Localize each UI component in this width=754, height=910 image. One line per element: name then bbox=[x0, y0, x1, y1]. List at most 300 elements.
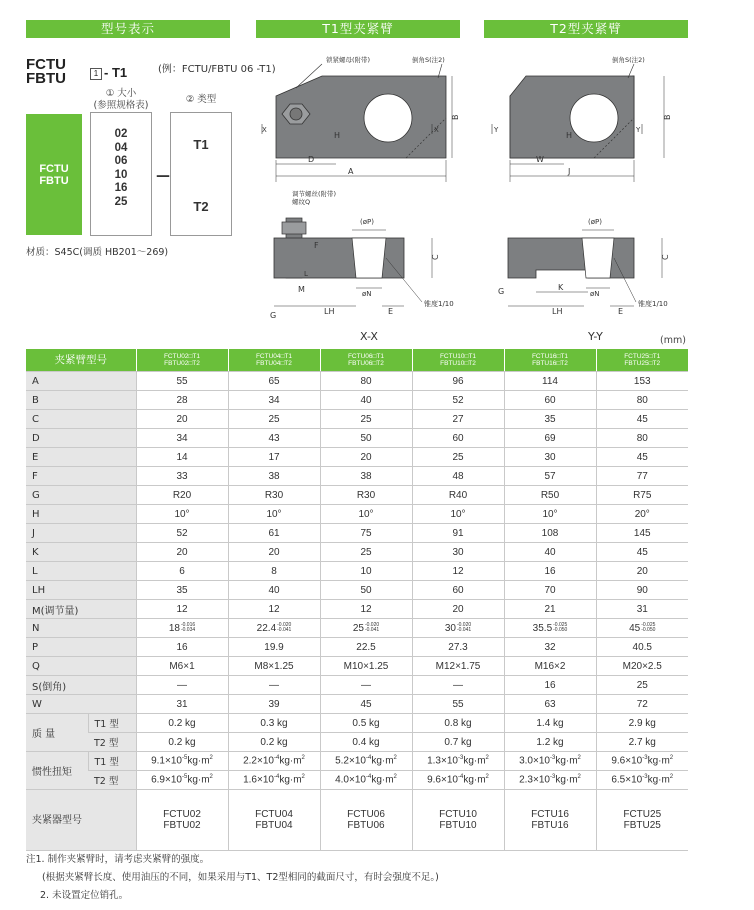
unit: kg·m bbox=[463, 774, 486, 786]
table-cell: 12 bbox=[228, 600, 320, 619]
row-label: M(调节量) bbox=[26, 600, 136, 619]
material-note: 材质：S45C(调质 HB201～269) bbox=[26, 247, 169, 258]
clamp-model-fbtu: FBTU02 bbox=[163, 820, 201, 831]
table-cell: 20 bbox=[136, 410, 228, 429]
exponent: -4 bbox=[365, 774, 372, 781]
n-value: 30 bbox=[444, 622, 456, 634]
row-label: LH bbox=[26, 581, 136, 600]
row-label: W bbox=[26, 695, 136, 714]
clamp-model-fbtu: FBTU04 bbox=[255, 820, 293, 831]
table-cell: R40 bbox=[412, 486, 504, 505]
row-label: F bbox=[26, 467, 136, 486]
header-t2-arm: T2型夹紧臂 bbox=[484, 20, 688, 38]
table-cell bbox=[320, 752, 412, 771]
row-label: C bbox=[26, 410, 136, 429]
table-cell: M6×1 bbox=[136, 657, 228, 676]
tolerance-upper: -0.020 bbox=[364, 621, 380, 628]
row-label: B bbox=[26, 391, 136, 410]
mass-label: 质 量 bbox=[26, 714, 88, 752]
size-option: 04 bbox=[114, 141, 128, 154]
table-cell: 31 bbox=[136, 695, 228, 714]
mantissa: 2.3×10 bbox=[519, 774, 550, 786]
table-cell: 90 bbox=[596, 581, 688, 600]
table-cell: 77 bbox=[596, 467, 688, 486]
mantissa: 4.0×10 bbox=[335, 774, 366, 786]
table-cell bbox=[504, 619, 596, 638]
dim-j-label: J bbox=[568, 167, 571, 176]
table-cell: 45 bbox=[596, 410, 688, 429]
table-cell: 10° bbox=[320, 505, 412, 524]
table-cell: 60 bbox=[412, 429, 504, 448]
table-cell: 30 bbox=[504, 448, 596, 467]
tolerance-lower: -0.034 bbox=[180, 626, 196, 633]
size-box-number: 1 bbox=[90, 68, 102, 80]
n-value: 22.4 bbox=[256, 622, 277, 634]
mass-row-t2 bbox=[26, 733, 688, 752]
column-header bbox=[320, 349, 412, 372]
unit: kg·m bbox=[463, 755, 486, 767]
table-cell: 25 bbox=[320, 543, 412, 562]
exponent: -4 bbox=[365, 755, 372, 762]
table-cell: 52 bbox=[136, 524, 228, 543]
t1-top-view-diagram bbox=[256, 48, 466, 188]
mass-row-t1 bbox=[26, 714, 688, 733]
table-cell: 45 bbox=[596, 448, 688, 467]
table-cell bbox=[596, 771, 688, 790]
table-cell: 108 bbox=[504, 524, 596, 543]
exponent: -4 bbox=[457, 774, 464, 781]
column-header bbox=[412, 349, 504, 372]
table-cell: R75 bbox=[596, 486, 688, 505]
table-cell bbox=[412, 752, 504, 771]
table-row bbox=[26, 467, 688, 486]
mantissa: 1.6×10 bbox=[243, 774, 274, 786]
table-row bbox=[26, 505, 688, 524]
table-cell: 2.7 kg bbox=[596, 733, 688, 752]
inertia-row-t1 bbox=[26, 752, 688, 771]
clamp-model-fctu: FCTU16 bbox=[531, 809, 569, 820]
mantissa: 1.3×10 bbox=[427, 755, 458, 767]
n-value: 18 bbox=[168, 622, 180, 634]
size-list-box bbox=[90, 112, 152, 236]
inertia-sub-label: T1 型 bbox=[88, 752, 136, 771]
table-cell bbox=[504, 752, 596, 771]
table-cell: 52 bbox=[412, 391, 504, 410]
note-1-detail: (根据夹紧臂长度、使用油压的不同，如果采用与T1、T2型相同的截面尺寸，有时会强度不足。) bbox=[42, 872, 439, 883]
clamp-model-fctu: FCTU02 bbox=[163, 809, 201, 820]
table-cell: 50 bbox=[320, 429, 412, 448]
units-label: (mm) bbox=[660, 335, 686, 346]
dim-c-label: C bbox=[431, 254, 440, 260]
table-cell: 145 bbox=[596, 524, 688, 543]
table-cell: 16 bbox=[136, 638, 228, 657]
size-label-line1: ① 大小 bbox=[105, 88, 137, 99]
clamp-model-fctu: FCTU10 bbox=[439, 809, 477, 820]
table-cell: 20 bbox=[596, 562, 688, 581]
exponent: -4 bbox=[273, 755, 280, 762]
table-cell: 40 bbox=[228, 581, 320, 600]
unit-power: 2 bbox=[485, 755, 489, 762]
t2-dim-h-label: H bbox=[566, 131, 573, 140]
clamp-model-cell bbox=[412, 790, 504, 851]
table-row bbox=[26, 486, 688, 505]
column-header bbox=[136, 349, 228, 372]
table-cell: 45 bbox=[320, 695, 412, 714]
table-cell: — bbox=[228, 676, 320, 695]
dim-p-label: (øP) bbox=[360, 218, 374, 226]
x-right-label: X bbox=[434, 126, 439, 134]
tolerance-upper: -0.025 bbox=[641, 621, 656, 628]
mass-sub-label: T2 型 bbox=[88, 733, 136, 752]
mantissa: 9.6×10 bbox=[611, 755, 643, 767]
n-value: 25 bbox=[352, 622, 364, 634]
table-cell: — bbox=[136, 676, 228, 695]
table-cell: 10° bbox=[136, 505, 228, 524]
column-header-line1: FCTU16□T1 bbox=[531, 353, 569, 360]
unit-power: 2 bbox=[669, 755, 674, 762]
table-cell: 12 bbox=[412, 562, 504, 581]
unit-power: 2 bbox=[393, 755, 397, 762]
table-cell: 40 bbox=[320, 391, 412, 410]
dim-e-label: E bbox=[388, 307, 394, 316]
table-row bbox=[26, 638, 688, 657]
unit: kg·m bbox=[279, 774, 302, 786]
dim-f-label: F bbox=[314, 241, 319, 250]
t2-dim-n-label: øN bbox=[590, 290, 600, 298]
table-cell: R30 bbox=[320, 486, 412, 505]
dim-a-label: A bbox=[348, 167, 354, 176]
table-cell: 38 bbox=[320, 467, 412, 486]
view-xx-label: X-X bbox=[360, 330, 378, 343]
clamp-model-fbtu: FBTU06 bbox=[347, 820, 385, 831]
n-value: 45 bbox=[629, 622, 641, 634]
tolerance-lower: -0.050 bbox=[553, 626, 568, 633]
column-header-line1: FCTU25□T1 bbox=[624, 353, 661, 360]
unit: kg·m bbox=[187, 774, 210, 786]
unit: kg·m bbox=[371, 774, 394, 786]
table-cell: 16 bbox=[504, 562, 596, 581]
x-left-label: X bbox=[262, 126, 267, 134]
tolerance-upper: -0.020 bbox=[277, 621, 292, 628]
column-header-line1: FCTU02□T1 bbox=[163, 353, 201, 360]
mass-sub-label: T1 型 bbox=[88, 714, 136, 733]
unit: kg·m bbox=[647, 755, 670, 767]
note-2: 2. 未设置定位销孔。 bbox=[40, 890, 129, 901]
note-1: 注1. 制作夹紧臂时，请考虑夹紧臂的强度。 bbox=[26, 854, 210, 865]
table-cell bbox=[228, 771, 320, 790]
table-cell: 61 bbox=[228, 524, 320, 543]
clamp-model-cell bbox=[596, 790, 688, 851]
clamp-model-fctu: FCTU06 bbox=[347, 809, 385, 820]
table-cell: 55 bbox=[136, 372, 228, 391]
table-cell: 2.9 kg bbox=[596, 714, 688, 733]
t2-dim-e-label: E bbox=[618, 307, 624, 316]
lock-nut-label: 锁紧螺母(附带) bbox=[326, 56, 371, 64]
unit: kg·m bbox=[555, 774, 578, 786]
table-cell: 40.5 bbox=[596, 638, 688, 657]
table-cell: 70 bbox=[504, 581, 596, 600]
table-cell: 0.4 kg bbox=[320, 733, 412, 752]
table-cell: R30 bbox=[228, 486, 320, 505]
inertia-row-t2 bbox=[26, 771, 688, 790]
clamp-model-cell bbox=[320, 790, 412, 851]
t2-taper-label: 锥度1/10 bbox=[638, 300, 668, 308]
table-cell: R50 bbox=[504, 486, 596, 505]
unit-power: 2 bbox=[393, 774, 397, 781]
table-cell: 10° bbox=[412, 505, 504, 524]
unit-power: 2 bbox=[209, 755, 213, 762]
table-cell bbox=[412, 771, 504, 790]
row-label: S(倒角) bbox=[26, 676, 136, 695]
exponent: -5 bbox=[181, 755, 188, 762]
row-label: D bbox=[26, 429, 136, 448]
column-header-line1: FCTU06□T1 bbox=[347, 353, 385, 360]
column-header-line2: FBTU06□T2 bbox=[348, 360, 384, 367]
row-label: L bbox=[26, 562, 136, 581]
column-header-line2: FBTU04□T2 bbox=[256, 360, 292, 367]
table-row bbox=[26, 524, 688, 543]
table-row bbox=[26, 676, 688, 695]
table-cell: M20×2.5 bbox=[596, 657, 688, 676]
row-label: A bbox=[26, 372, 136, 391]
table-cell: 33 bbox=[136, 467, 228, 486]
table-cell: 55 bbox=[412, 695, 504, 714]
t2-section-diagram bbox=[484, 188, 694, 328]
table-cell: 8 bbox=[228, 562, 320, 581]
tolerance bbox=[553, 623, 567, 633]
table-cell: 19.9 bbox=[228, 638, 320, 657]
dim-h-label: H bbox=[334, 131, 341, 140]
table-cell: 25 bbox=[320, 410, 412, 429]
table-cell: 63 bbox=[504, 695, 596, 714]
table-cell bbox=[596, 752, 688, 771]
model-code-line2: FBTU bbox=[26, 70, 66, 87]
mantissa: 6.5×10 bbox=[611, 774, 643, 786]
mantissa: 9.1×10 bbox=[151, 755, 182, 767]
table-header-row bbox=[26, 349, 688, 372]
table-cell: — bbox=[320, 676, 412, 695]
table-cell bbox=[136, 619, 228, 638]
table-cell: 32 bbox=[504, 638, 596, 657]
column-header bbox=[228, 349, 320, 372]
size-option: 16 bbox=[114, 182, 128, 194]
series-green-box bbox=[26, 114, 82, 235]
table-cell: 30 bbox=[412, 543, 504, 562]
t2-dim-p-label: (øP) bbox=[588, 218, 602, 226]
column-header bbox=[596, 349, 688, 372]
clamp-model-fctu: FCTU04 bbox=[255, 809, 293, 820]
type-option-t2: T2 bbox=[193, 199, 209, 214]
dim-b-label: B bbox=[451, 114, 460, 120]
table-row bbox=[26, 391, 688, 410]
table-cell: 22.5 bbox=[320, 638, 412, 657]
column-header-line2: FBTU16□T2 bbox=[532, 360, 568, 367]
tolerance bbox=[277, 623, 291, 633]
table-cell: 34 bbox=[228, 391, 320, 410]
table-cell: 0.3 kg bbox=[228, 714, 320, 733]
table-cell: 0.8 kg bbox=[412, 714, 504, 733]
table-row bbox=[26, 372, 688, 391]
table-cell: 39 bbox=[228, 695, 320, 714]
table-cell: 60 bbox=[504, 391, 596, 410]
table-cell: 57 bbox=[504, 467, 596, 486]
table-cell: 0.2 kg bbox=[136, 714, 228, 733]
tolerance-lower: -0.050 bbox=[641, 626, 656, 633]
table-cell: 12 bbox=[136, 600, 228, 619]
size-option: 02 bbox=[114, 128, 128, 140]
table-cell: 0.2 kg bbox=[136, 733, 228, 752]
tolerance bbox=[457, 623, 471, 633]
table-cell: 31 bbox=[596, 600, 688, 619]
table-cell: 16 bbox=[504, 676, 596, 695]
table-cell: M12×1.75 bbox=[412, 657, 504, 676]
table-cell: 1.4 kg bbox=[504, 714, 596, 733]
exponent: -3 bbox=[642, 755, 648, 762]
table-cell bbox=[504, 771, 596, 790]
table-row bbox=[26, 410, 688, 429]
row-label: N bbox=[26, 619, 136, 638]
dim-n-label: øN bbox=[362, 290, 372, 298]
row-label: Q bbox=[26, 657, 136, 676]
model-code-line1: FCTU bbox=[26, 56, 66, 73]
selector-dash: — bbox=[156, 168, 170, 184]
mantissa: 6.9×10 bbox=[151, 774, 182, 786]
clamp-model-fbtu: FBTU16 bbox=[531, 820, 569, 831]
t2-top-view-diagram bbox=[484, 48, 694, 188]
table-cell: 80 bbox=[596, 429, 688, 448]
column-header-line2: FBTU02□T2 bbox=[164, 360, 200, 367]
mantissa: 5.2×10 bbox=[335, 755, 366, 767]
table-cell: 28 bbox=[136, 391, 228, 410]
table-cell: 27.3 bbox=[412, 638, 504, 657]
unit-power: 2 bbox=[669, 774, 674, 781]
table-row bbox=[26, 448, 688, 467]
exponent: -3 bbox=[549, 755, 556, 762]
chamfer-label: 倒角S(注2) bbox=[412, 56, 445, 64]
mantissa: 3.0×10 bbox=[519, 755, 550, 767]
table-cell: 10° bbox=[504, 505, 596, 524]
exponent: -3 bbox=[642, 774, 648, 781]
model-example: (例：FCTU/FBTU 06 -T1) bbox=[158, 64, 276, 75]
unit-power: 2 bbox=[485, 774, 489, 781]
table-row bbox=[26, 562, 688, 581]
dim-w-label: W bbox=[536, 155, 544, 164]
table-cell: 6 bbox=[136, 562, 228, 581]
table-cell bbox=[320, 771, 412, 790]
dim-m-label: M bbox=[298, 285, 305, 294]
tolerance-upper: -0.025 bbox=[553, 621, 568, 628]
dim-k-label: K bbox=[558, 283, 564, 292]
header-model-label: 夹紧臂型号 bbox=[26, 349, 136, 372]
unit: kg·m bbox=[371, 755, 394, 767]
clamp-model-fctu: FCTU25 bbox=[623, 809, 662, 820]
table-cell bbox=[228, 619, 320, 638]
table-cell: 75 bbox=[320, 524, 412, 543]
table-cell: 27 bbox=[412, 410, 504, 429]
column-header-line2: FBTU25□T2 bbox=[624, 360, 661, 367]
table-row bbox=[26, 581, 688, 600]
row-label: J bbox=[26, 524, 136, 543]
unit-power: 2 bbox=[577, 774, 581, 781]
unit-power: 2 bbox=[209, 774, 213, 781]
table-cell bbox=[412, 619, 504, 638]
size-option: 25 bbox=[114, 195, 128, 208]
size-label bbox=[86, 88, 156, 112]
table-cell: 34 bbox=[136, 429, 228, 448]
unit: kg·m bbox=[647, 774, 670, 786]
table-row bbox=[26, 543, 688, 562]
table-cell: 80 bbox=[596, 391, 688, 410]
exponent: -5 bbox=[181, 774, 188, 781]
size-label-line2: (参照规格表) bbox=[93, 100, 149, 111]
table-cell: 91 bbox=[412, 524, 504, 543]
view-yy-label: Y-Y bbox=[588, 330, 603, 343]
unit: kg·m bbox=[555, 755, 578, 767]
clamp-model-cell bbox=[136, 790, 228, 851]
table-cell: 0.2 kg bbox=[228, 733, 320, 752]
row-label: E bbox=[26, 448, 136, 467]
table-cell: 35 bbox=[136, 581, 228, 600]
table-cell: 12 bbox=[320, 600, 412, 619]
table-cell: M10×1.25 bbox=[320, 657, 412, 676]
tolerance-upper: -0.020 bbox=[456, 621, 472, 628]
tolerance-lower: -0.041 bbox=[364, 626, 380, 633]
table-cell: 20 bbox=[136, 543, 228, 562]
table-cell: M8×1.25 bbox=[228, 657, 320, 676]
table-cell: 38 bbox=[228, 467, 320, 486]
clamp-model-row bbox=[26, 790, 688, 851]
tolerance-lower: -0.041 bbox=[277, 626, 292, 633]
inertia-sub-label: T2 型 bbox=[88, 771, 136, 790]
n-value: 35.5 bbox=[532, 622, 553, 634]
table-row bbox=[26, 600, 688, 619]
table-row-n bbox=[26, 619, 688, 638]
table-cell: 0.7 kg bbox=[412, 733, 504, 752]
y-right-label: Y bbox=[636, 126, 641, 134]
table-cell bbox=[136, 771, 228, 790]
model-code-suffix bbox=[90, 66, 127, 80]
table-cell bbox=[228, 752, 320, 771]
table-cell: 1.2 kg bbox=[504, 733, 596, 752]
table-cell: — bbox=[412, 676, 504, 695]
table-cell bbox=[596, 619, 688, 638]
unit-power: 2 bbox=[577, 755, 581, 762]
green-box-fbtu: FBTU bbox=[39, 174, 69, 187]
thread-q-label: 螺纹Q bbox=[292, 198, 311, 206]
table-cell: R20 bbox=[136, 486, 228, 505]
t1-section-diagram bbox=[256, 188, 466, 328]
row-label: H bbox=[26, 505, 136, 524]
size-option: 10 bbox=[114, 168, 128, 181]
table-cell: 114 bbox=[504, 372, 596, 391]
t2-dim-lh-label: LH bbox=[552, 307, 563, 316]
clamp-model-fbtu: FBTU25 bbox=[623, 820, 661, 831]
table-cell: 40 bbox=[504, 543, 596, 562]
table-cell: 25 bbox=[228, 410, 320, 429]
table-cell bbox=[320, 619, 412, 638]
exponent: -4 bbox=[273, 774, 280, 781]
unit-power: 2 bbox=[301, 774, 305, 781]
table-cell: M16×2 bbox=[504, 657, 596, 676]
table-cell: 153 bbox=[596, 372, 688, 391]
t2-dim-c-label: C bbox=[661, 254, 670, 260]
table-cell: 43 bbox=[228, 429, 320, 448]
mantissa: 2.2×10 bbox=[243, 755, 274, 767]
header-t1-arm: T1型夹紧臂 bbox=[256, 20, 460, 38]
notes bbox=[26, 851, 439, 905]
table-cell: 20 bbox=[228, 543, 320, 562]
table-row bbox=[26, 429, 688, 448]
